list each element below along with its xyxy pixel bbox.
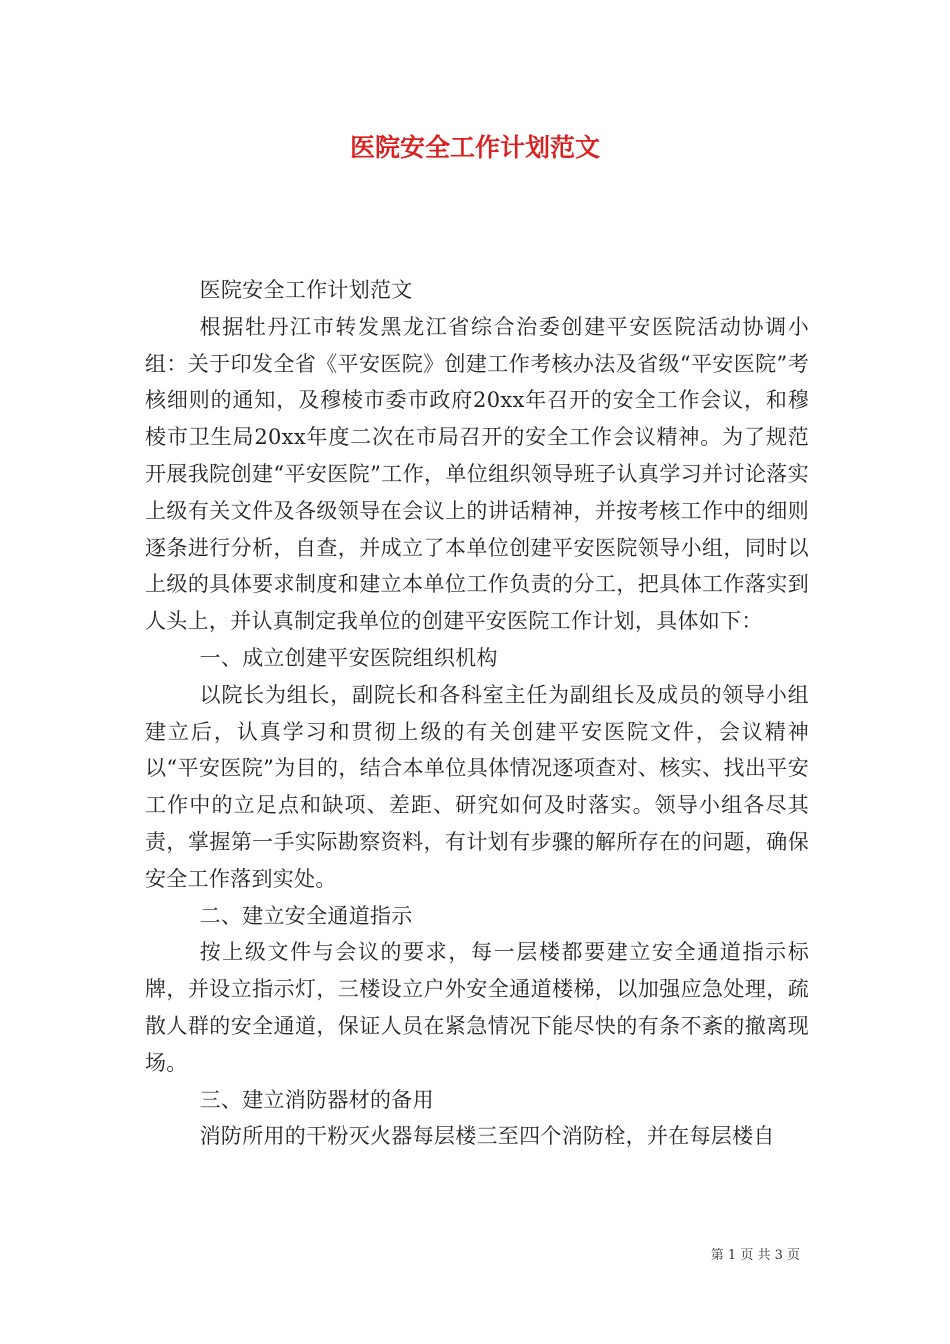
section-heading-1: 一、成立创建平安医院组织机构 [199,645,498,670]
paragraph-section-3: 消防所用的干粉灭火器每层楼三至四个消防栓，并在每层楼自 [199,1124,775,1149]
page-footer: 第 1 页 共 3 页 [710,1248,800,1263]
document-body [145,272,809,1155]
paragraph-section-2: 按上级文件与会议的要求，每一层楼都要建立安全通道指示标牌，并设立指示灯，三楼设立户外安全通道楼梯，以加强应急处理，疏散人群的安全通道，保证人员在紧急情况下能尽快的有条不紊的撤离现场。 [145,940,809,1075]
paragraph-intro: 根据牡丹江市转发黑龙江省综合治委创建平安医院活动协调小组：关于印发全省《平安医院》创建工作考核办法及省级“平安医院”考核细则的通知，及穆棱市委市政府20xx年召开的安全工作会议，和穆棱市卫生局20xx年度二次在市局召开的安全工作会议精神。为了规范开展我院创建“平安医院”工作，单位组织领导班子认真学习并讨论落实上级有关文件及各级领导在会议上的讲话精神，并按考核工作中的细则逐条进行分析，自查，并成立了本单位创建平安医院领导小组，同时以上级的具体要求制度和建立本单位工作负责的分工，把具体工作落实到人头上，并认真制定我单位的创建平安医院工作计划，具体如下： [145,314,809,634]
paragraph-heading: 医院安全工作计划范文 [199,278,413,302]
document-title: 医院安全工作计划范文 [349,133,600,162]
paragraph-section-1: 以院长为组长，副院长和各科室主任为副组长及成员的领导小组建立后，认真学习和贯彻上级的有关创建平安医院文件，会议精神以“平安医院”为目的，结合本单位具体情况逐项查对、核实、找出平安工作中的立足点和缺项、差距、研究如何及时落实。领导小组各尽其责，掌握第一手实际勘察资料，有计划有步骤的解所存在的问题，确保安全工作落到实处。 [145,682,809,891]
section-heading-3: 三、建立消防器材的备用 [199,1087,434,1112]
section-heading-2: 二、建立安全通道指示 [199,903,413,928]
